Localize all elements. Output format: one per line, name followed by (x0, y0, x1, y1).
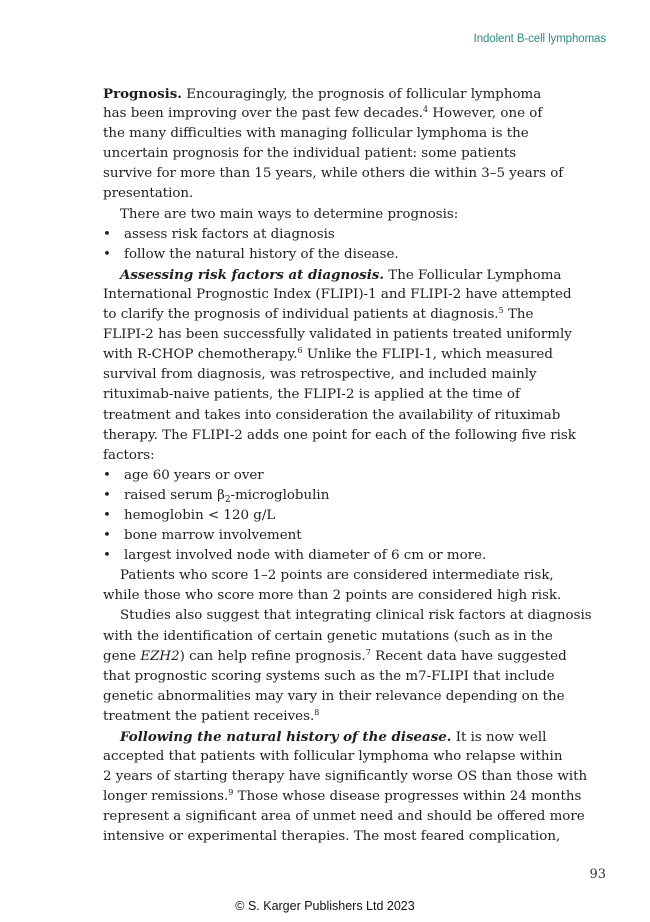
text-span: The Follicular Lymphoma (388, 267, 562, 283)
text-span: Those whose disease progresses within 24 months (237, 789, 582, 805)
list-item (103, 546, 573, 566)
text-line: therapy. The FLIPI-2 adds one point for each of the following five risk (103, 427, 576, 443)
text-line (103, 707, 573, 727)
text-line: while those who score more than 2 points are considered high risk. (103, 588, 562, 604)
text-span: gene (103, 648, 141, 664)
text-line: intensive or experimental therapies. The most feared complication, (103, 829, 561, 845)
list-item (103, 486, 573, 506)
reference-7: 7 (365, 647, 371, 657)
text-span: to clarify the prognosis of individual patients at diagnosis. (103, 307, 499, 323)
text-line: accepted that patients with follicular lymphoma who relapse within (103, 749, 563, 765)
text-span: longer remissions. (103, 789, 229, 805)
list-item-text: -microglobulin (230, 487, 330, 503)
reference-8: 8 (314, 707, 320, 717)
text-line: Patients who score 1–2 points are considered intermediate risk, (120, 568, 554, 584)
text-line: treatment and takes into consideration the availability of rituximab (103, 407, 561, 423)
text-span: Recent data have suggested (375, 648, 567, 664)
section-heading-prognosis: Prognosis. (103, 86, 182, 102)
list-item-text: follow the natural history of the disease. (124, 246, 399, 262)
text-line (103, 727, 573, 747)
list-item-text: raised serum β (124, 487, 225, 503)
page-number: 93 (589, 867, 606, 882)
text-span: ) can help refine prognosis. (179, 648, 366, 664)
text-line (103, 305, 573, 325)
bullet: • (103, 528, 111, 544)
list-item (103, 245, 573, 265)
text-span: treatment the patient receives. (103, 708, 315, 724)
bullet: • (103, 548, 111, 564)
text-span: Encouragingly, the prognosis of follicular lymphoma (186, 87, 542, 102)
list-item (103, 526, 573, 546)
text-line: Studies also suggest that integrating clinical risk factors at diagnosis (120, 608, 592, 624)
list-item (103, 506, 573, 526)
text-span: However, one of (432, 106, 543, 122)
text-line (103, 84, 573, 104)
list-item-text: assess risk factors at diagnosis (124, 226, 335, 242)
text-line: with the identification of certain genetic mutations (such as in the (103, 628, 553, 644)
list-item (103, 466, 573, 486)
list-item-text: bone marrow involvement (124, 528, 302, 544)
reference-4: 4 (423, 105, 429, 115)
list-item-text: hemoglobin < 120 g/L (124, 507, 276, 523)
text-line: uncertain prognosis for the individual patient: some patients (103, 146, 517, 162)
bullet: • (103, 246, 111, 262)
bullet: • (103, 467, 111, 483)
text-line (103, 345, 573, 365)
subscript: 2 (224, 494, 231, 505)
text-line: factors: (103, 447, 155, 463)
text-line: that prognostic scoring systems such as the m7-FLIPI that include (103, 668, 555, 684)
text-line: International Prognostic Index (FLIPI)-1 and FLIPI-2 have attempted (103, 286, 572, 302)
text-line: 2 years of starting therapy have significantly worse OS than those with (103, 769, 588, 785)
body-text (103, 84, 592, 848)
text-line: survival from diagnosis, was retrospective, and included mainly (103, 367, 537, 383)
list-item (103, 225, 573, 245)
text-span: has been improving over the past few decades. (103, 106, 424, 122)
section-heading-risk: Assessing risk factors at diagnosis. (120, 266, 385, 283)
text-span: The (507, 307, 534, 323)
text-line (103, 787, 582, 807)
text-line (103, 104, 573, 124)
running-header: Indolent B-cell lymphomas (473, 33, 606, 45)
text-span: Unlike the FLIPI-1, which measured (306, 347, 553, 363)
list-item-text: largest involved node with diameter of 6 cm or more. (124, 548, 487, 564)
text-line: FLIPI-2 has been successfully validated in patients treated uniformly (103, 327, 572, 343)
text-line: presentation. (103, 186, 194, 202)
text-span: It is now well (455, 730, 547, 745)
bullet: • (103, 487, 111, 503)
text-line: the many difficulties with managing follicular lymphoma is the (103, 126, 529, 142)
text-span: with R-CHOP chemotherapy. (103, 347, 298, 363)
text-line: genetic abnormalities may vary in their relevance depending on the (103, 688, 565, 704)
reference-9: 9 (228, 788, 234, 798)
text-line: rituximab-naive patients, the FLIPI-2 is applied at the time of (103, 387, 520, 403)
bullet: • (103, 226, 111, 242)
text-line: There are two main ways to determine prognosis: (120, 206, 459, 222)
list-item-text: age 60 years or over (124, 467, 264, 483)
text-line (103, 647, 573, 667)
footer-copyright: © S. Karger Publishers Ltd 2023 (235, 899, 415, 913)
text-line: survive for more than 15 years, while others die within 3–5 years of (103, 166, 564, 182)
reference-5: 5 (498, 306, 504, 316)
gene-name: EZH2 (140, 648, 180, 664)
text-line: represent a significant area of unmet need and should be offered more (103, 809, 585, 825)
reference-6: 6 (297, 346, 303, 356)
section-heading-natural-history: Following the natural history of the disease. (120, 729, 452, 745)
bullet: • (103, 507, 111, 523)
text-line (103, 265, 573, 285)
